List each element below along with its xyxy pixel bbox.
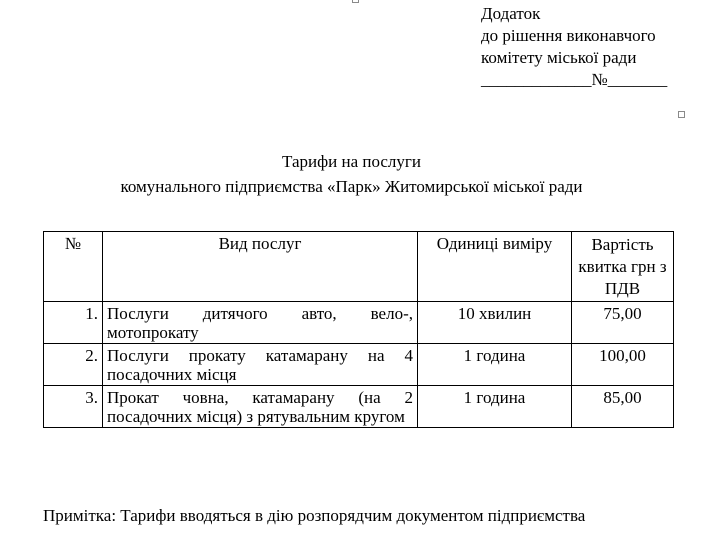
row-price: 85,00	[572, 386, 674, 428]
row-number: 1.	[44, 302, 103, 344]
addendum-label: Додаток	[481, 4, 541, 23]
row-service: Послуги дитячого авто, вело-, мотопрокату	[103, 302, 418, 344]
anchor-marker	[352, 0, 359, 3]
title-line-1: Тарифи на послуги	[282, 152, 421, 171]
row-service: Послуги прокату катамарану на 4 посадочних місця	[103, 344, 418, 386]
row-service: Прокат човна, катамарану (на 2 посадочних місця) з рятувальним кругом	[103, 386, 418, 428]
row-unit: 10 хвилин	[418, 302, 572, 344]
header-number: №	[44, 232, 103, 302]
header-price: Вартість квитка грн з ПДВ	[572, 232, 674, 302]
row-number: 2.	[44, 344, 103, 386]
row-price: 75,00	[572, 302, 674, 344]
title-line-2: комунального підприємства «Парк» Житомирської міської ради	[120, 177, 583, 196]
table-row	[44, 302, 674, 344]
addendum-date-number-line: _____________№_______	[481, 70, 668, 89]
document-title	[0, 149, 703, 199]
anchor-marker	[678, 111, 685, 118]
table-row	[44, 344, 674, 386]
header-service: Вид послуг	[103, 232, 418, 302]
footnote: Примітка: Тарифи вводяться в дію розпорядчим документом підприємства	[43, 506, 586, 525]
addendum-block	[481, 3, 667, 91]
row-unit: 1 година	[418, 386, 572, 428]
row-price: 100,00	[572, 344, 674, 386]
addendum-decision-line: до рішення виконавчого	[481, 26, 656, 45]
row-number: 3.	[44, 386, 103, 428]
table-row	[44, 386, 674, 428]
header-unit: Одиниці виміру	[418, 232, 572, 302]
addendum-committee-line: комітету міської ради	[481, 48, 637, 67]
table-header-row	[44, 232, 674, 302]
row-unit: 1 година	[418, 344, 572, 386]
tariffs-table	[43, 231, 674, 428]
